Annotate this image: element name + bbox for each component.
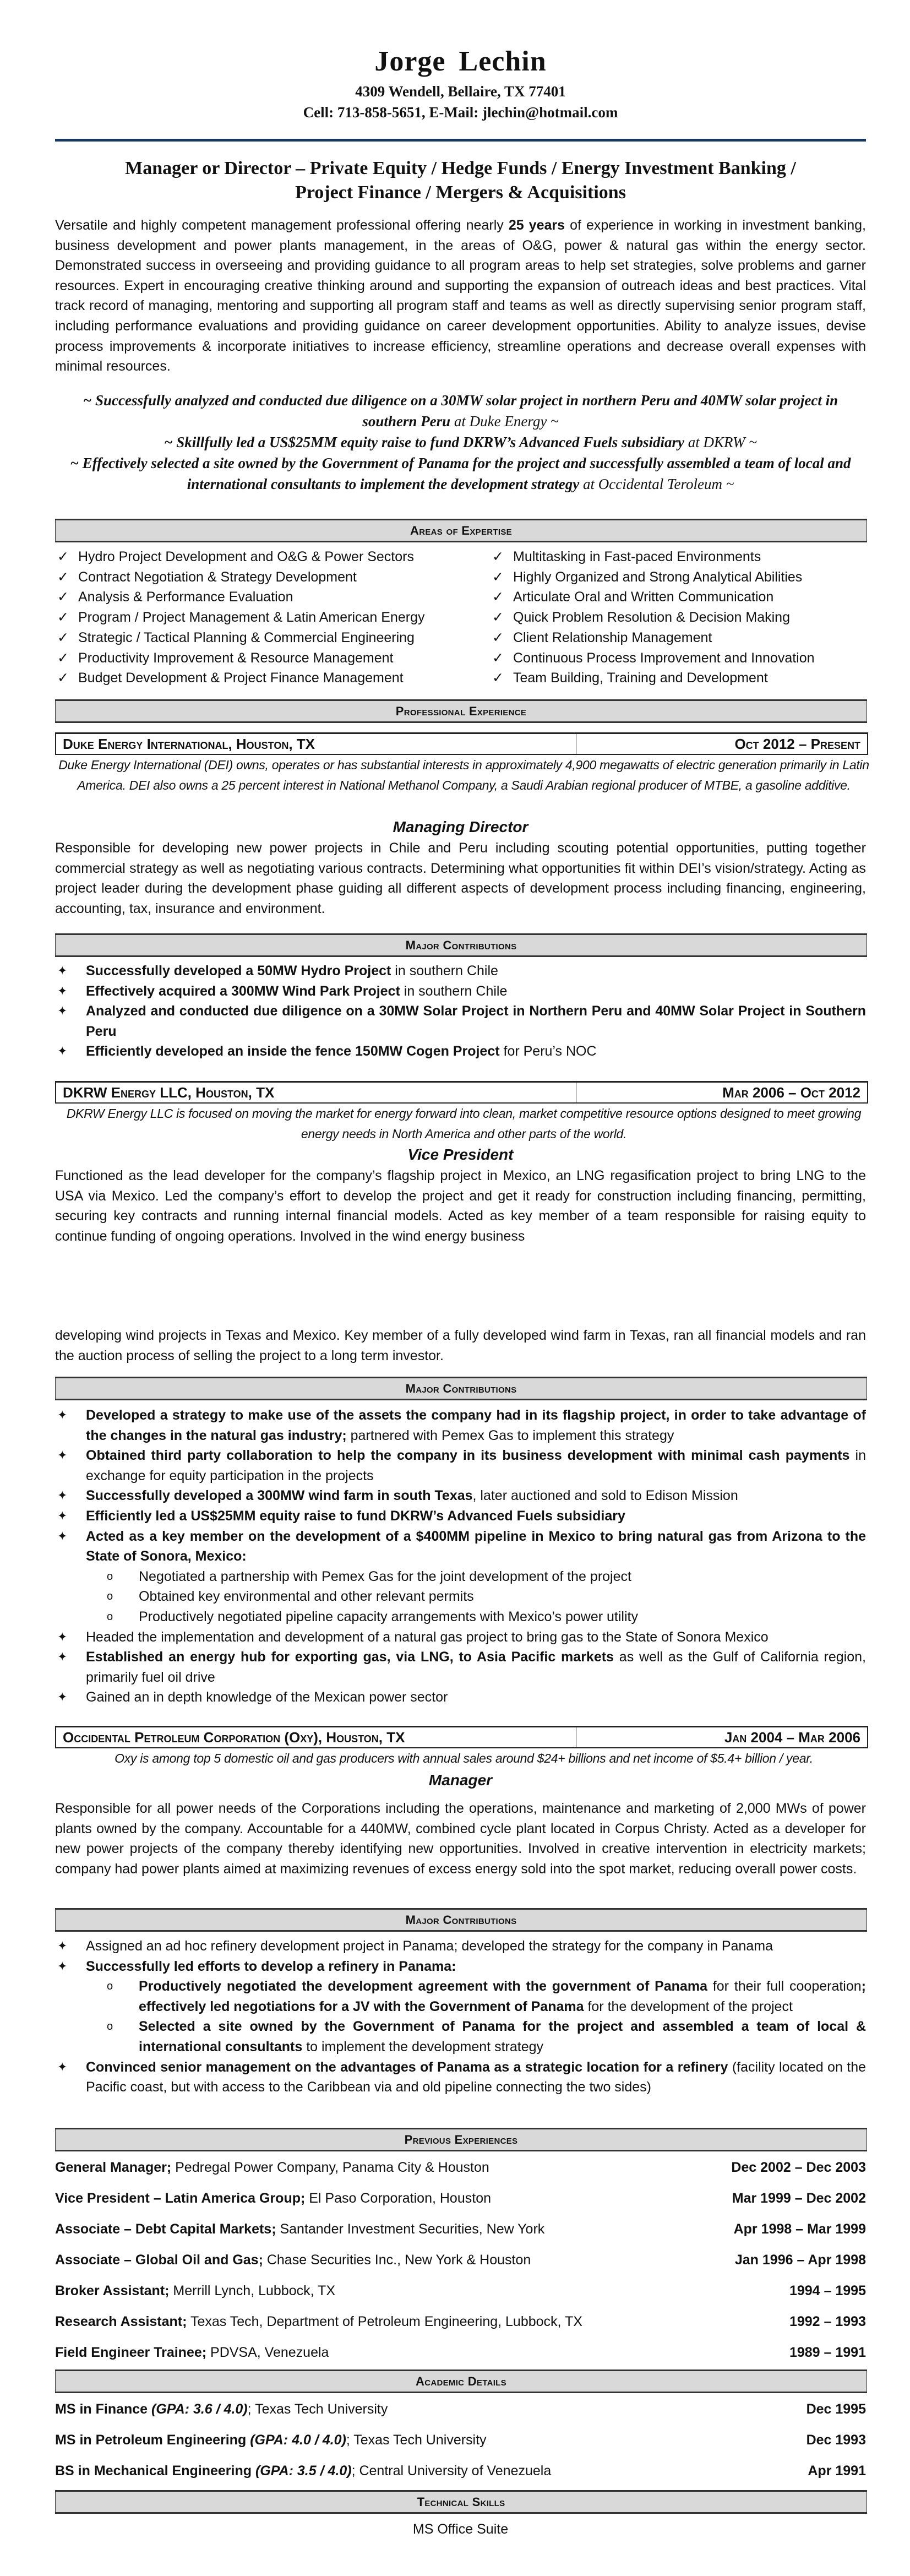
- company-name: Occidental Petroleum Corporation (Oxy), Houston, TX: [56, 1727, 576, 1747]
- previous-row: Associate – Debt Capital Markets; Santander Investment Securities, New York Apr 1998 – Mar 1999: [55, 2221, 866, 2237]
- headline-line-2: Project Finance / Mergers & Acquisitions: [295, 182, 626, 203]
- star-bullet-icon: ✦: [57, 1959, 68, 1973]
- previous-row: Research Assistant; Texas Tech, Department of Petroleum Engineering, Lubbock, TX 1992 – 1993: [55, 2314, 866, 2329]
- header-rule: [55, 139, 866, 142]
- check-icon: ✓: [492, 629, 504, 645]
- previous-row: Field Engineer Trainee; PDVSA, Venezuela 1989 – 1991: [55, 2345, 866, 2360]
- star-bullet-icon: ✦: [57, 1629, 68, 1644]
- star-bullet-icon: ✦: [57, 1529, 68, 1543]
- contribution-item: ✦ Developed a strategy to make use of the assets the company had in its flagship project, in order to take advantage of the changes in the natural gas industry; partnered with Pemex Gas to implement this strategy: [55, 1405, 866, 1445]
- check-icon: ✓: [492, 670, 504, 686]
- star-bullet-icon: ✦: [57, 1939, 68, 1953]
- sub-item: o Selected a site owned by the Government of Panama for the project and assembled a team of local & international consultants to implement the development strategy: [55, 2017, 866, 2057]
- contribution-item: ✦ Successfully developed a 300MW wind farm in south Texas, later auctioned and sold to Edison Mission: [55, 1486, 866, 1506]
- star-bullet-icon: ✦: [57, 1044, 68, 1058]
- section-header-contributions: Major Contributions: [55, 1908, 867, 1932]
- star-bullet-icon: ✦: [57, 1408, 68, 1422]
- expertise-column-left: [55, 547, 490, 688]
- company-name: DKRW Energy LLC, Houston, TX: [56, 1083, 576, 1102]
- check-icon: ✓: [57, 629, 69, 645]
- employment-dates: Oct 2012 – Present: [734, 736, 860, 752]
- star-bullet-icon: ✦: [57, 1650, 68, 1664]
- expertise-item: ✓ Continuous Process Improvement and Innovation: [490, 648, 866, 669]
- sub-item: o Obtained key environmental and other relevant permits: [55, 1586, 866, 1607]
- company-row: [55, 1081, 868, 1104]
- summary-text: of experience in working in investment banking, business development and power plants management, in the areas of O&G, power & natural gas within the energy sector. Demonstrated success in overseeing and providing guidance to all program areas to help set strategies, solve problems and garner resources. Expert in encouraging creative thinking around and supporting the expansion of outreach ideas and best practices. Vital track record of managing, mentoring and supporting all program staff and teams as well as directly supervising senior program staff, including performance evaluations and providing guidance on career development opportunities. Ability to analyze issues, devise process improvements & incorporate initiatives to increase efficiency, streamline operations and decrease overall expenses with minimal resources.: [55, 218, 866, 374]
- expertise-item: ✓ Strategic / Tactical Planning & Commercial Engineering: [55, 628, 490, 648]
- contributions-list: [55, 1405, 866, 1708]
- section-header-contributions: Major Contributions: [55, 933, 867, 957]
- star-bullet-icon: ✦: [57, 1448, 68, 1463]
- job-title: Manager: [428, 1771, 493, 1789]
- company-description: DKRW Energy LLC is focused on moving the market for energy forward into clean, market competitive resource options designed to meet growing energy needs in North America and other parts of the world.: [66, 1106, 862, 1141]
- summary-emphasis: 25 years: [508, 218, 565, 233]
- sub-item: o Productively negotiated the development agreement with the government of Panama for their full cooperation; effectively led negotiations for a JV with the Government of Panama for the development of the project: [55, 1976, 866, 2017]
- job-title: Vice President: [407, 1146, 514, 1163]
- highlight-item: ~ Effectively selected a site owned by the Government of Panama for the project and successfully assembled a team of local and international consultants to implement the development strategy at Occidental Teroleum ~: [70, 455, 851, 492]
- company-row: [55, 1726, 868, 1748]
- circle-bullet-icon: o: [107, 1570, 113, 1583]
- sub-item: o Productively negotiated pipeline capacity arrangements with Mexico’s power utility: [55, 1607, 866, 1627]
- degree-row: BS in Mechanical Engineering (GPA: 3.5 / 4.0); Central University of Venezuela Apr 1991: [55, 2463, 866, 2479]
- sub-item: o Negotiated a partnership with Pemex Gas for the joint development of the project: [55, 1567, 866, 1587]
- star-bullet-icon: ✦: [57, 1690, 68, 1704]
- job-title: Managing Director: [393, 818, 528, 835]
- section-header-contributions: Major Contributions: [55, 1377, 867, 1400]
- address: 4309 Wendell, Bellaire, TX 77401: [355, 83, 566, 100]
- section-header-previous: Previous Experiences: [55, 2128, 867, 2151]
- check-icon: ✓: [57, 670, 69, 686]
- company-row: [55, 732, 868, 755]
- check-icon: ✓: [492, 589, 504, 605]
- professional-summary: [55, 215, 866, 377]
- contribution-item: ✦ Established an energy hub for exporting gas, via LNG, to Asia Pacific markets as well as the Gulf of California region, primarily fuel oil drive: [55, 1647, 866, 1687]
- expertise-item: ✓ Highly Organized and Strong Analytical Abilities: [490, 567, 866, 588]
- star-bullet-icon: ✦: [57, 2059, 68, 2074]
- check-icon: ✓: [492, 650, 504, 666]
- job-summary-continued: developing wind projects in Texas and Mexico. Key member of a fully developed wind farm in Texas, ran all financial models and ran the auction process of selling the project to a long term investor.: [55, 1328, 866, 1363]
- section-header-experience: Professional Experience: [55, 699, 867, 723]
- expertise-item: ✓ Articulate Oral and Written Communication: [490, 587, 866, 607]
- company-description: Duke Energy International (DEI) owns, operates or has substantial interests in approximately 4,900 megawatts of electric generation primarily in Latin America. DEI also owns a 25 percent interest in National Methanol Company, a Saudi Arabian regional producer of MTBE, a gasoline additive.: [58, 758, 869, 792]
- contribution-item: ✦ Efficiently led a US$25MM equity raise to fund DKRW’s Advanced Fuels subsidiary: [55, 1506, 866, 1526]
- expertise-list: [55, 547, 866, 688]
- check-icon: ✓: [57, 569, 69, 585]
- section-header-academic: Academic Details: [55, 2370, 867, 2393]
- contribution-item: ✦ Convinced senior management on the advantages of Panama as a strategic location for a refinery (facility located on the Pacific coast, but with access to the Caribbean via and old pipeline connecting the two sides): [55, 2057, 866, 2097]
- contribution-item: ✦ Obtained third party collaboration to help the company in its business development with minimal cash payments in exchange for equity participation in the projects: [55, 1445, 866, 1486]
- expertise-item: ✓ Hydro Project Development and O&G & Power Sectors: [55, 547, 490, 567]
- star-bullet-icon: ✦: [57, 983, 68, 998]
- section-header-expertise: Areas of Expertise: [55, 519, 867, 542]
- job-summary: Functioned as the lead developer for the company’s flagship project in Mexico, an LNG regasification project to bring LNG to the USA via Mexico. Led the company’s effort to develop the project and get it ready for construction including financing, permitting, securing key contracts and running internal financial models. Acted as key member of a team responsible for raising equity to continue funding of ongoing operations. Involved in the wind energy business: [55, 1168, 866, 1244]
- expertise-item: ✓ Team Building, Training and Development: [490, 668, 866, 688]
- contributions-list: [55, 1936, 866, 2097]
- company-name: Duke Energy International, Houston, TX: [56, 734, 576, 754]
- summary-text: Versatile and highly competent management professional offering nearly: [55, 218, 509, 233]
- academic-list: [55, 2399, 866, 2492]
- headline-line-1: Manager or Director – Private Equity / Hedge Funds / Energy Investment Banking /: [125, 158, 796, 178]
- contact-info: Cell: 713-858-5651, E-Mail: jlechin@hotmail.com: [303, 104, 618, 121]
- company-description: Oxy is among top 5 domestic oil and gas producers with annual sales around $24+ billions and net income of $5.4+ billion / year.: [115, 1751, 813, 1765]
- degree-row: MS in Petroleum Engineering (GPA: 4.0 / 4.0); Texas Tech University Dec 1993: [55, 2432, 866, 2448]
- star-bullet-icon: ✦: [57, 1488, 68, 1503]
- contribution-item: ✦ Effectively acquired a 300MW Wind Park Project in southern Chile: [55, 981, 866, 1002]
- previous-row: Vice President – Latin America Group; El Paso Corporation, Houston Mar 1999 – Dec 2002: [55, 2191, 866, 2206]
- check-icon: ✓: [57, 650, 69, 666]
- check-icon: ✓: [492, 549, 504, 564]
- circle-bullet-icon: o: [107, 1590, 113, 1603]
- career-highlights: [55, 390, 866, 494]
- contribution-item: ✦ Headed the implementation and development of a natural gas project to bring gas to the State of Sonora Mexico: [55, 1627, 866, 1648]
- circle-bullet-icon: o: [107, 1610, 113, 1623]
- circle-bullet-icon: o: [107, 1980, 113, 1993]
- highlight-item: ~ Successfully analyzed and conducted due diligence on a 30MW solar project in northern Peru and 40MW solar project in southern Peru at Duke Energy ~: [83, 392, 838, 430]
- employment-dates: Mar 2006 – Oct 2012: [722, 1084, 860, 1101]
- contribution-item: ✦ Efficiently developed an inside the fence 150MW Cogen Project for Peru’s NOC: [55, 1041, 866, 1062]
- headline: [55, 156, 866, 205]
- expertise-item: ✓ Budget Development & Project Finance Management: [55, 668, 490, 688]
- previous-row: Associate – Global Oil and Gas; Chase Securities Inc., New York & Houston Jan 1996 – Apr 1998: [55, 2252, 866, 2268]
- expertise-item: ✓ Program / Project Management & Latin American Energy: [55, 607, 490, 628]
- expertise-item: ✓ Analysis & Performance Evaluation: [55, 587, 490, 607]
- star-bullet-icon: ✦: [57, 1508, 68, 1523]
- expertise-item: ✓ Client Relationship Management: [490, 628, 866, 648]
- previous-row: General Manager; Pedregal Power Company, Panama City & Houston Dec 2002 – Dec 2003: [55, 2160, 866, 2175]
- star-bullet-icon: ✦: [57, 1004, 68, 1018]
- contribution-item: ✦ Analyzed and conducted due diligence on a 30MW Solar Project in Northern Peru and 40MW Solar Project in Southern Peru: [55, 1001, 866, 1041]
- contribution-item: ✦ Assigned an ad hoc refinery development project in Panama; developed the strategy for the company in Panama: [55, 1936, 866, 1957]
- check-icon: ✓: [492, 569, 504, 585]
- check-icon: ✓: [57, 549, 69, 564]
- expertise-item: ✓ Productivity Improvement & Resource Management: [55, 648, 490, 669]
- technical-skill-item: MS Office Suite: [412, 2521, 509, 2537]
- check-icon: ✓: [57, 610, 69, 626]
- contributions-list: [55, 961, 866, 1062]
- expertise-item: ✓ Quick Problem Resolution & Decision Making: [490, 607, 866, 628]
- employment-dates: Jan 2004 – Mar 2006: [724, 1729, 860, 1746]
- circle-bullet-icon: o: [107, 2020, 113, 2033]
- job-summary: Responsible for all power needs of the Corporations including the operations, maintenance and marketing of 2,000 MWs of power plants owned by the company. Accountable for a 440MW, combined cycle plant located in Corpus Christy. Acted as a developer for new power projects of the company thereby identifying new opportunities. Involved in creative intervention in electricity markets; company had power plants aimed at maximizing revenues of excess energy sold into the spot market, reducing overall power costs.: [55, 1801, 866, 1877]
- star-bullet-icon: ✦: [57, 964, 68, 977]
- highlight-item: ~ Skillfully led a US$25MM equity raise to fund DKRW’s Advanced Fuels subsidiary at DKRW ~: [164, 434, 757, 450]
- section-header-technical: Technical Skills: [55, 2490, 867, 2514]
- expertise-item: ✓ Contract Negotiation & Strategy Development: [55, 567, 490, 588]
- job-summary: Responsible for developing new power projects in Chile and Peru including scouting potential opportunities, putting together commercial strategy as well as negotiating various contracts. Determining what opportunities fit within DEI’s vision/strategy. Acting as project leader during the development phase guiding all different aspects of development process including financing, engineering, accounting, tax, insurance and environment.: [55, 840, 866, 916]
- expertise-column-right: [490, 547, 866, 688]
- previous-experience-list: [55, 2157, 866, 2373]
- degree-row: MS in Finance (GPA: 3.6 / 4.0); Texas Tech University Dec 1995: [55, 2401, 866, 2417]
- check-icon: ✓: [492, 610, 504, 626]
- previous-row: Broker Assistant; Merrill Lynch, Lubbock, TX 1994 – 1995: [55, 2283, 866, 2298]
- contribution-item: ✦ Successfully developed a 50MW Hydro Project in southern Chile: [55, 961, 866, 981]
- candidate-name: Jorge Lechin: [374, 46, 547, 77]
- expertise-item: ✓ Multitasking in Fast-paced Environments: [490, 547, 866, 567]
- check-icon: ✓: [57, 589, 69, 605]
- contribution-item: ✦ Gained an in depth knowledge of the Mexican power sector: [55, 1687, 866, 1708]
- contribution-item: ✦ Successfully led efforts to develop a refinery in Panama:: [55, 1957, 866, 1977]
- contribution-item: ✦ Acted as a key member on the development of a $400MM pipeline in Mexico to bring natural gas from Arizona to the State of Sonora, Mexico:: [55, 1526, 866, 1567]
